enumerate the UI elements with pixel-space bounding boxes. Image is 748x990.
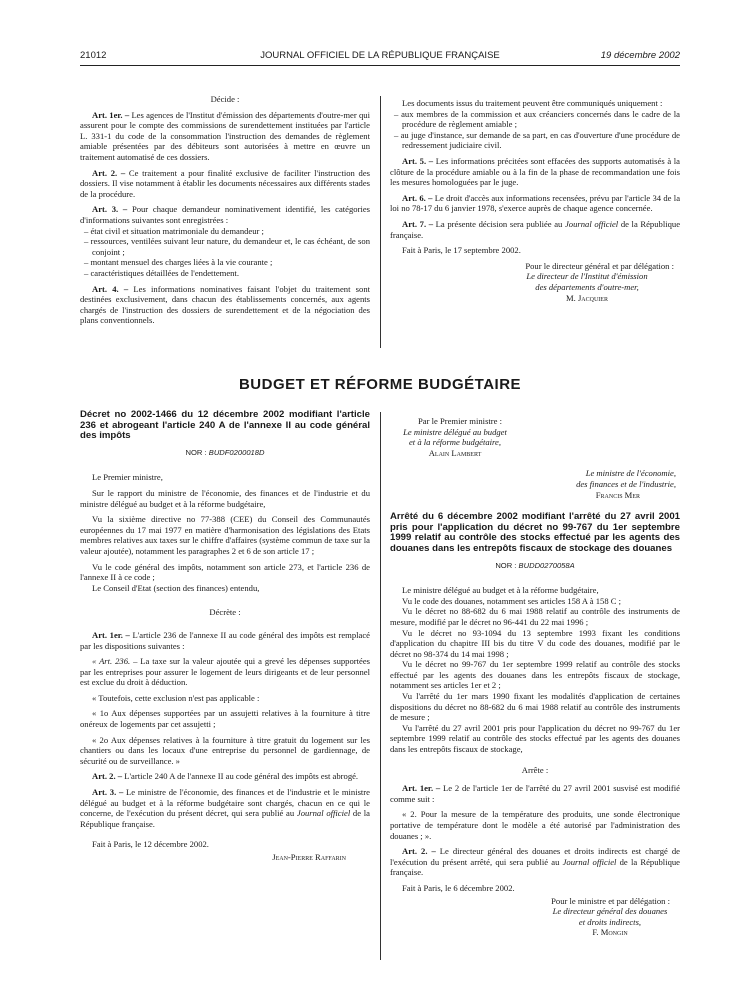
signature-name: M. Jacquier	[566, 292, 608, 303]
arrete-minister: Le ministre délégué au budget et à la réforme budgétaire,	[402, 585, 599, 596]
decret-column	[80, 410, 370, 863]
section-title: BUDGET ET RÉFORME BUDGÉTAIRE	[238, 376, 522, 393]
signature-name: Alain Lambert	[428, 447, 482, 458]
arrete-visa: Vu le décret no 93-1094 du 13 septembre 1993 fixant les conditions d'application du chapitre III bis du titre V du code des douanes, modifié par le décret no 98-374 du 14 mai 1998 ;	[390, 627, 680, 659]
arrete-nor: NOR : BUDD0270058A	[495, 560, 575, 570]
list-item: – caractéristiques détaillées de l'endettement.	[84, 267, 239, 278]
decret-quote: « 2o Aux dépenses relatives à la fourniture à titre gratuit du logement sur les chantiers ou dans les locaux d'une entreprise du personnel de gardiennage, de sécurité ou de surveillance. »	[80, 734, 370, 766]
top-done: Fait à Paris, le 17 septembre 2002.	[402, 245, 521, 256]
signature-line: Pour le ministre et par délégation :	[551, 895, 670, 906]
signature-line: Le directeur général des douanes	[552, 906, 668, 917]
decret-art3: Art. 3. – Le ministre de l'économie, des finances et de l'industrie et le ministre délégué au budget et à la réforme budgétaire sont chargés, chacun en ce qui le concerne, de l'exécution du présent décret, qui sera publié au Journal officiel de la République française.	[80, 787, 370, 829]
signature-line: Par le Premier ministre :	[418, 416, 503, 426]
arrete-visa: Vu l'arrêté du 1er mars 1990 fixant les modalités d'application de certaines dispositions du décret no 88-682 du 6 mai 1988 relatif au contrôle des instruments de mesure ;	[390, 691, 680, 723]
decret-signature: Jean-Pierre Raffarin	[272, 852, 346, 862]
signature-line: Le ministre de l'économie,	[585, 468, 676, 479]
decret-title: Décret no 2002-1466 du 12 décembre 2002 modifiant l'article 236 et abrogeant l'article 240 A de l'annexe II au code général des impôts	[80, 409, 370, 442]
list-item: – au juge d'instance, sur demande de sa part, en cas d'ouverture d'une procédure de redressement judiciaire civil.	[394, 129, 680, 151]
decret-done: Fait à Paris, le 12 décembre 2002.	[92, 839, 209, 850]
list-item: – état civil et situation matrimoniale du demandeur ;	[84, 225, 264, 236]
top-art4: Art. 4. – Les informations nominatives faisant l'objet du traitement sont destinées exclusivement, dans chacun des établissements concernés, aux agents chargés de l'instruction des dossiers de surendettement et de la négociation des plans conventionnels.	[80, 283, 371, 326]
decret-nor: NOR : BUDF0200018D	[185, 447, 265, 457]
arrete-arrete: Arrête :	[521, 764, 549, 775]
top-art3: Art. 3. – Pour chaque demandeur nominativement identifié, les catégories d'informations suivantes sont enregistrées :	[80, 204, 370, 225]
arrete-quote: « 2. Pour la mesure de la température des produits, une sonde électronique portative de température dont le modèle a été autorisé par l'administration des douanes ; ».	[390, 809, 680, 841]
signature-line: et droits indirects,	[578, 916, 642, 927]
signature-line: Pour le directeur général et par délégation :	[525, 260, 674, 271]
signature-name: F. Mongin	[592, 927, 628, 938]
top-right-intro: Les documents issus du traitement peuvent être communiqués uniquement :	[402, 98, 663, 108]
decret-art2: Art. 2. – L'article 240 A de l'annexe II au code général des impôts est abrogé.	[92, 771, 359, 782]
arrete-visa: Vu l'arrêté du 27 avril 2001 pris pour l'application du décret no 99-767 du 1er septembre 1999 relatif au contrôle des stocks effectué par les agents des douanes dans les entrepôts fiscaux de stockage,	[390, 722, 680, 755]
decret-decrete: Décrète :	[209, 607, 241, 618]
decret-pm: Le Premier ministre,	[92, 472, 163, 483]
signature-line: des finances et de l'industrie,	[576, 478, 676, 489]
signature-line: des départements d'outre-mer,	[535, 281, 639, 292]
list-item: – ressources, ventilées suivant leur nature, du demandeur et, le cas échéant, de son conjoint ;	[84, 236, 370, 257]
list-item: – montant mensuel des charges liées à la vie courante ;	[84, 257, 273, 268]
arrete-art2: Art. 2. – Le directeur général des douanes et droits indirects est chargé de l'exécution du présent arrêté, qui sera publié au Journal officiel de la République française.	[390, 846, 680, 878]
decide-heading: Décide :	[210, 94, 240, 104]
signature-line: Le ministre délégué au budget	[403, 426, 507, 437]
top-art1: Art. 1er. – Les agences de l'Institut d'émission des départements d'outre-mer qui assurent pour le compte des commissions de surendettement instituées par l'article L. 331-1 du code de la consommation l'instruction des demandes de règlement amiable présentées par des débiteurs sont autorisées à mettre en œuvre un traitement automatisé de ces dossiers.	[80, 109, 370, 162]
issue-date: 19 décembre 2002	[600, 50, 680, 61]
decret-signature-block	[390, 416, 680, 500]
signature-line: Le directeur de l'Institut d'émission	[526, 271, 648, 282]
decret-quote: « Art. 236. – La taxe sur la valeur ajoutée qui a grevé les dépenses supportées par les entreprises pour assurer le logement de leurs dirigeants et de leur personnel est exclue du droit à déduction.	[80, 656, 370, 688]
signature-line: et à la réforme budgétaire,	[408, 437, 502, 448]
column-divider	[380, 412, 381, 960]
top-left-column	[80, 94, 370, 331]
decret-visa: Vu le code général des impôts, notamment son article 273, et l'article 236 de l'annexe II à ce code ;	[80, 561, 370, 583]
decret-quote: « 1o Aux dépenses supportées par un assujetti relatives à la fourniture à titre onéreux de logements par cet assujetti ;	[80, 708, 370, 730]
top-signature-block	[390, 261, 680, 303]
arrete-visa: Vu le décret no 99-767 du 1er septembre 1999 relatif au contrôle des stocks effectué par les agents des douanes dans les entrepôts fiscaux de stockage, notamment ses articles 1er et 2 ;	[390, 659, 680, 691]
top-art7: Art. 7. – La présente décision sera publiée au Journal officiel de la République française.	[390, 218, 681, 240]
arrete-done: Fait à Paris, le 6 décembre 2002.	[402, 882, 515, 893]
arrete-visa: Vu le code des douanes, notamment ses articles 158 A à 158 C ;	[402, 595, 622, 606]
column-divider	[380, 96, 381, 348]
arrete-title: Arrêté du 6 décembre 2002 modifiant l'arrêté du 27 avril 2001 pris pour l'application du décret no 99-767 du 1er septembre 1999 relatif au contrôle des stocks effectué par les agents des douanes dans les entrepôts fiscaux de stockage des douanes	[390, 511, 680, 554]
top-right-column	[390, 98, 680, 303]
arrete-signature-block	[390, 896, 680, 938]
page-number: 21012	[80, 50, 107, 61]
decret-art1: Art. 1er. – L'article 236 de l'annexe II au code général des impôts est remplacé par les dispositions suivantes :	[80, 629, 370, 651]
arrete-visa: Vu le décret no 88-682 du 6 mai 1988 relatif au contrôle des instruments de mesure, modifié par le décret no 96-441 du 22 mai 1996 ;	[390, 606, 680, 627]
top-art2: Art. 2. – Ce traitement a pour finalité exclusive de faciliter l'instruction des dossiers. Il vise notamment à établir les documents nécessaires aux différents stades de la procédure.	[80, 167, 370, 199]
decret-quote: « Toutefois, cette exclusion n'est pas applicable :	[92, 692, 260, 703]
top-art6: Art. 6. – Le droit d'accès aux informations recensées, prévu par l'article 34 de la loi no 78-17 du 6 janvier 1978, s'exerce auprès de chaque agence concernée.	[390, 192, 681, 214]
signature-name: Francis Mer	[595, 489, 640, 500]
decret-visa: Le Conseil d'Etat (section des finances) entendu,	[92, 582, 260, 593]
arrete-column	[390, 416, 680, 938]
list-item: – aux membres de la commission et aux créanciers concernés dans le cadre de la procédure de règlement amiable ;	[394, 108, 680, 130]
top-art5: Art. 5. – Les informations précitées sont effacées des supports automatisés à la clôture de la procédure amiable ou à la fin de la phase de recommandation une fois les mesures homologuées par le juge.	[390, 155, 680, 188]
header-rule	[80, 65, 680, 66]
decret-visa: Vu la sixième directive no 77-388 (CEE) du Conseil des Communautés européennes du 17 mai 1977 en matière d'harmonisation des législations des Etats membres relatives aux taxes sur le chiffre d'affaires (système commun de taxe sur la valeur ajoutée), notamment les paragraphes 2 et 6 de son article 17 ;	[80, 514, 370, 556]
journal-title: JOURNAL OFFICIEL DE LA RÉPUBLIQUE FRANÇAISE	[260, 50, 500, 61]
arrete-art1: Art. 1er. – Le 2 de l'article 1er de l'arrêté du 27 avril 2001 susvisé est modifié comme suit :	[390, 783, 680, 804]
decret-visa: Sur le rapport du ministre de l'économie, des finances et de l'industrie et du ministre délégué au budget et à la réforme budgétaire,	[80, 487, 370, 509]
